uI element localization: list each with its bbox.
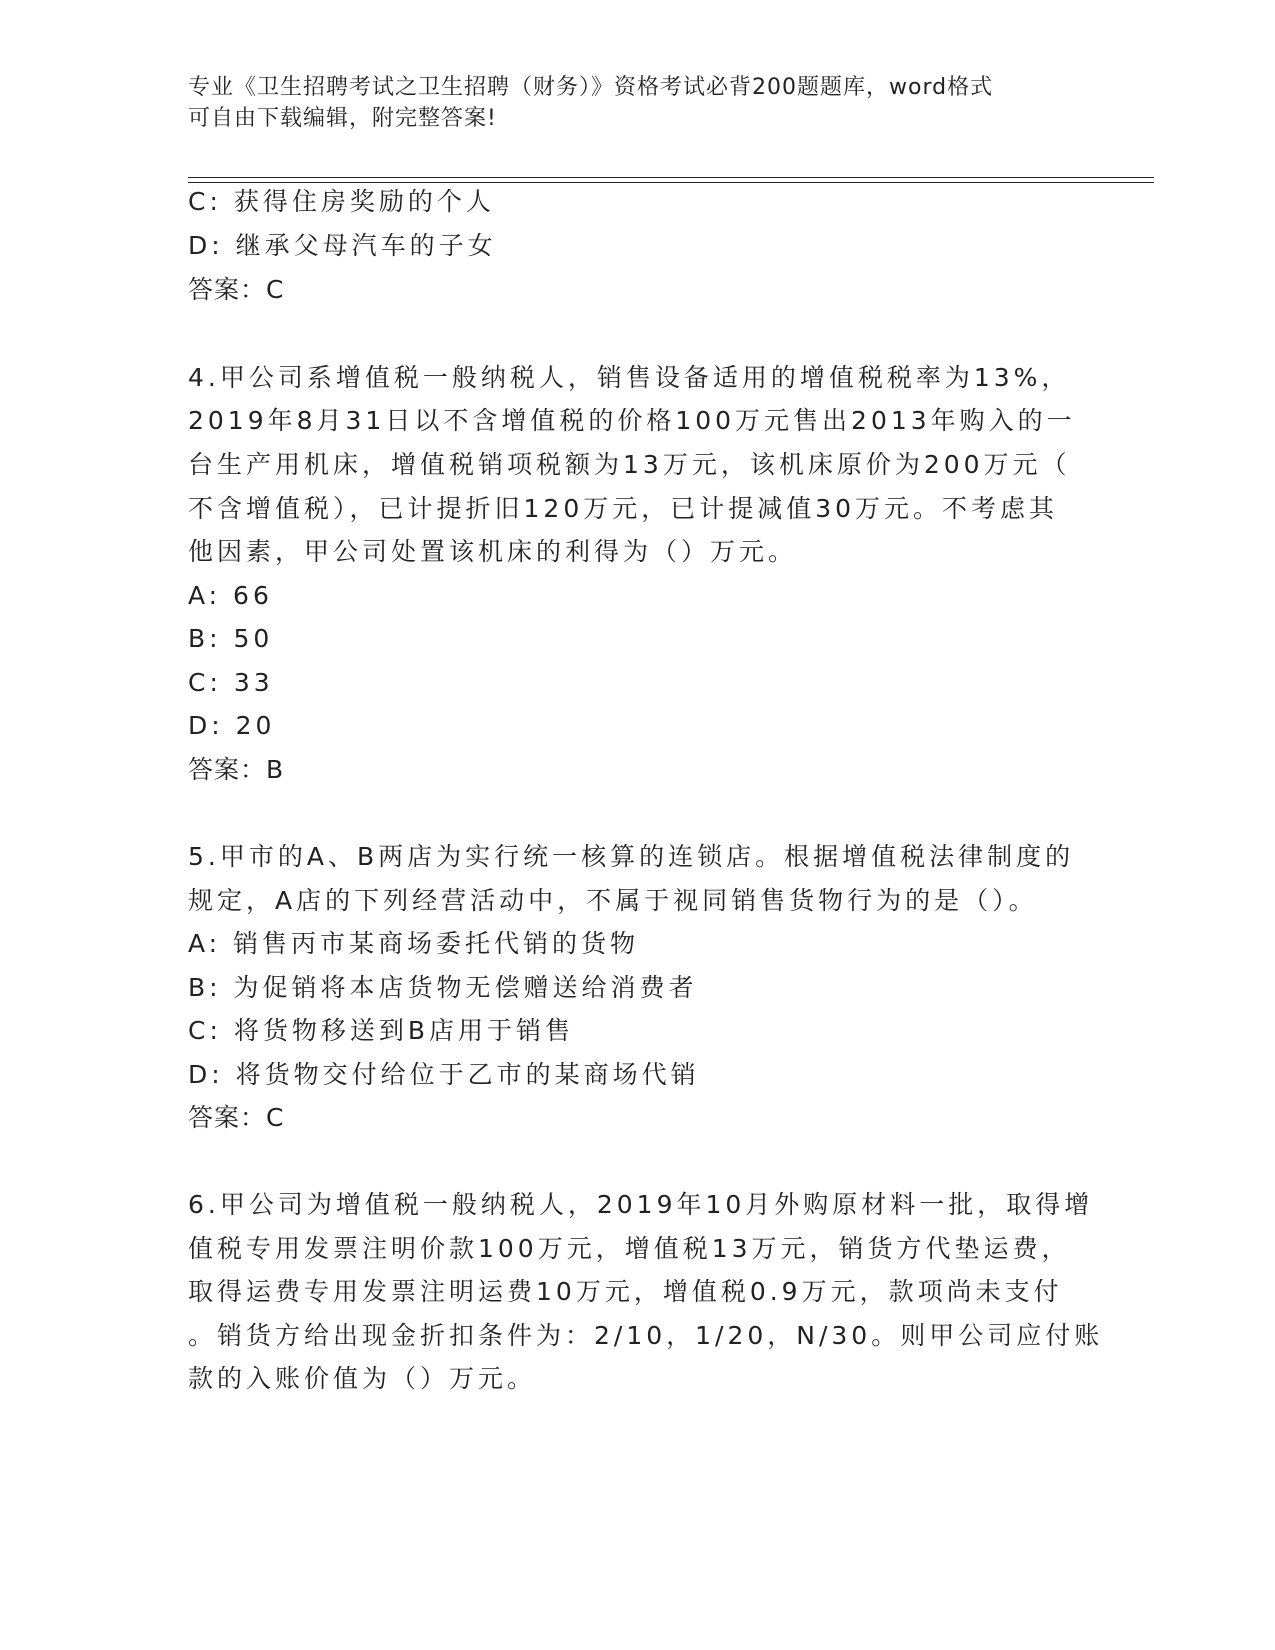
q5-option-b: B: 为促销将本店货物无偿赠送给消费者 — [188, 973, 698, 1002]
q4-answer: 答案：B — [188, 755, 285, 784]
q3-answer: 答案：C — [188, 275, 285, 304]
q5-stem-line-2: 规定，A店的下列经营活动中，不属于视同销售货物行为的是（）。 — [188, 886, 1038, 915]
q3-option-d: D: 继承父母汽车的子女 — [188, 231, 497, 260]
header-title-line-1: 专业《卫生招聘考试之卫生招聘（财务）》资格考试必背200题题库，word格式 — [188, 75, 994, 100]
header-rule-bottom — [188, 182, 1154, 183]
q6-stem-line-3: 取得运费专用发票注明运费10万元，增值税0.9万元，款项尚未支付 — [188, 1277, 1063, 1306]
q4-stem-line-4: 不含增值税），已计提折旧120万元，已计提减值30万元。不考虑其 — [188, 494, 1059, 523]
q6-stem-line-2: 值税专用发票注明价款100万元，增值税13万元，销货方代垫运费， — [188, 1234, 1071, 1263]
q4-stem-line-5: 他因素，甲公司处置该机床的利得为（）万元。 — [188, 537, 798, 566]
q3-option-c: C: 获得住房奖励的个人 — [188, 187, 495, 216]
q6-stem-line-4: 。销货方给出现金折扣条件为：2/10，1/20，N/30。则甲公司应付账 — [188, 1321, 1104, 1350]
q6-stem-line-5: 款的入账价值为（）万元。 — [188, 1364, 537, 1393]
q4-option-c: C: 33 — [188, 668, 274, 697]
q5-option-a: A: 销售丙市某商场委托代销的货物 — [188, 929, 640, 958]
q4-option-d: D: 20 — [188, 711, 276, 740]
q6-stem-line-1: 6.甲公司为增值税一般纳税人，2019年10月外购原材料一批，取得增 — [188, 1190, 1094, 1219]
header-rule-top — [188, 177, 1154, 178]
q4-option-a: A: 66 — [188, 581, 273, 610]
q5-option-d: D: 将货物交付给位于乙市的某商场代销 — [188, 1060, 700, 1089]
page-header — [188, 72, 1068, 134]
q5-option-c: C: 将货物移送到B店用于销售 — [188, 1016, 574, 1045]
q4-stem-line-3: 台生产用机床，增值税销项税额为13万元，该机床原价为200万元（ — [188, 450, 1071, 479]
q4-stem-line-2: 2019年8月31日以不含增值税的价格100万元售出2013年购入的一 — [188, 406, 1076, 435]
q4-stem-line-1: 4.甲公司系增值税一般纳税人，销售设备适用的增值税税率为13%， — [188, 363, 1071, 392]
header-title-line-2: 可自由下载编辑，附完整答案! — [188, 106, 497, 131]
q5-answer: 答案：C — [188, 1103, 285, 1132]
q4-option-b: B: 50 — [188, 624, 274, 653]
q5-stem-line-1: 5.甲市的A、B两店为实行统一核算的连锁店。根据增值税法律制度的 — [188, 842, 1075, 871]
